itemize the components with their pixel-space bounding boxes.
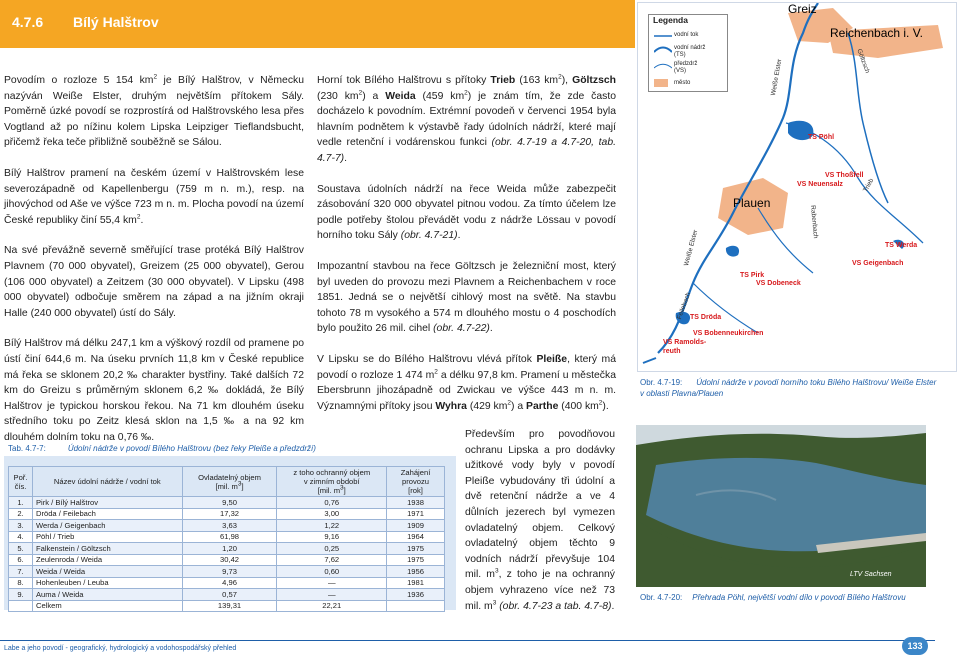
header-name: Název údolní nádrže / vodní tok xyxy=(32,467,182,497)
photo-caption-text: Přehrada Pöhl, největší vodní dílo v povodí Bílého Halštrovu xyxy=(692,593,906,602)
map-reservoir-label: VS Dobeneck xyxy=(756,280,801,287)
table-row: 3. Werda / Geigenbach 3,63 1,22 1909 xyxy=(9,520,445,532)
paragraph: Soustava údolních nádrží na řece Weida může zabezpečit zásobování 320 000 obyvatel pitnou vodou. Za tímto účelem lze podle potřeby štolou převádět vodu z nádrže Lössau v povodí horního toku Sály (obr. 4.7-21). xyxy=(317,183,616,242)
legend-item-reservoir-abbr: (TS) xyxy=(674,52,686,58)
legend-item-town: město xyxy=(674,80,691,86)
legend-title: Legenda xyxy=(653,15,688,25)
map-city-label: Plauen xyxy=(733,196,771,210)
map-river-label: Weiße Elster xyxy=(683,229,700,267)
dam-photo xyxy=(636,425,926,587)
section-title xyxy=(12,14,159,30)
paragraph: Impozantní stavbou na řece Göltzsch je železniční most, který byl uveden do provozu mezi Plavnem a Reichenbachem v roce 1851. Jedná se o největší cihlový most na světě. Na stavbu tohoto 78 m vysokého a 574 m dlouhého mostu o 4 poschodích bylo použito 26 mil. cihel (obr. 4.7-22). xyxy=(317,260,616,335)
photo-credit: LTV Sachsen xyxy=(850,571,892,578)
map-reservoir-label: TS Pöhl xyxy=(808,134,835,141)
header-flood-volume: z toho ochranný objem v zimním období [mil. m3] xyxy=(277,467,387,497)
dam-photo-graphic xyxy=(636,425,926,587)
table-caption-label: Tab. 4.7-7: xyxy=(8,444,46,453)
table-row: 4. Pöhl / Trieb 61,98 9,16 1964 xyxy=(9,531,445,543)
section-name: Bílý Halštrov xyxy=(73,14,159,30)
section-number: 4.7.6 xyxy=(12,14,44,30)
map-river-label: Trieb xyxy=(862,177,876,194)
map-city-label: Greiz xyxy=(788,2,817,16)
photo-caption xyxy=(640,592,930,603)
legend-item-reservoir: vodní nádrž xyxy=(674,45,706,51)
map-reservoir-label: VS Neuensalz xyxy=(797,181,843,188)
map-caption-text: Údolní nádrže v povodí horního toku Bílého Halštrovu/ Weiße Elster v oblasti Plavna/Plauen xyxy=(640,378,937,398)
map-caption-label: Obr. 4.7-19: xyxy=(640,378,683,387)
paragraph: V Lipsku se do Bílého Halštrovu vlévá přítok Pleiße, který má povodí o rozloze 1 474 $m^2$ a délku 97,8 km. Pramení u městečka Ebersbrunn jihozápadně od Zwickau ve výšce 443 m n. m. Významnými přítoky jsou Wyhra (429 $km^2$) a Parthe (400 $km^2$). xyxy=(317,353,616,412)
map-reservoir-label: TS Werda xyxy=(885,242,918,249)
table-row: 7. Weida / Weida 9,73 0,60 1956 xyxy=(9,566,445,578)
photo-caption-label: Obr. 4.7-20: xyxy=(640,593,683,602)
map-city-label: Reichenbach i. V. xyxy=(830,26,923,40)
header-order: Poř. čís. xyxy=(9,467,33,497)
footer-rule xyxy=(0,640,935,641)
figure-reference: (obr. 4.7-23 a tab. 4.7-8) xyxy=(499,600,612,612)
map-river-label: Rabenbach xyxy=(809,205,819,239)
paragraph: Na své převážně severně směřující trase protéká Bílý Halštrov Plavnem (70 000 obyvatel), Greizem (25 000 obyvatel), Gerou (106 000 obyvatel) a Zeitzem (30 000 obyvatel). V Lipsku (498 000 obyvatel) odbočuje směrem na západ a na jižním okraji Halle (240 000 obyvatel) ústí do Sály. xyxy=(4,245,304,319)
table-row: 2. Dröda / Feilebach 17,32 3,00 1971 xyxy=(9,508,445,520)
map-reservoir-label: VS Bobenneukirchen xyxy=(693,330,764,337)
table-row: 1. Pirk / Bílý Halštrov 9,50 0,76 1938 xyxy=(9,497,445,509)
map-reservoir-label: TS Pirk xyxy=(740,272,765,279)
legend-item-river: vodní tok xyxy=(674,32,699,38)
legend-reservoir-symbol xyxy=(654,46,672,54)
map-river-label: Feilebach xyxy=(676,291,693,321)
table-caption xyxy=(8,444,316,453)
header-volume: Ovladatelný objem [mil. m3] xyxy=(182,467,277,497)
left-text-column xyxy=(4,73,304,460)
paragraph: Povodím o rozloze 5 154 $km^2$ je Bílý Halštrov, v Německu nazýván Weiße Elster, druhým největším přítokem Sály. Poměrně úzké povodí se rozprostírá od Halštrovského lesa přes Vogtland až po nížinu kolem Lipska Leipziger Tieflandsbucht, přičemž řeka teče přibližně souběžně se Sálou. xyxy=(4,73,304,149)
table-caption-text: Údolní nádrže v povodí Bílého Halštrovu (bez řeky Pleiße a předzdrží) xyxy=(67,444,316,453)
footer-text: Labe a jeho povodí - geografický, hydrologický a vodohospodářský přehled xyxy=(4,645,237,652)
map-river-label: Weiße Elster xyxy=(770,58,784,97)
map-legend xyxy=(648,14,728,92)
river-feilebach xyxy=(693,283,758,333)
map-reservoir-label: reuth xyxy=(663,348,681,355)
table-header-row xyxy=(9,467,445,497)
table-row: 8. Hohenleuben / Leuba 4,96 — 1981 xyxy=(9,577,445,589)
map-caption xyxy=(640,377,940,399)
map-river-label: Göltzsch xyxy=(855,48,871,75)
map-reservoir-label: VS Ramolds- xyxy=(663,339,707,346)
map-reservoir-label: VS Geigenbach xyxy=(852,260,904,267)
figure-reference: (obr. 4.7-19 a 4.7-20, tab. 4.7-7) xyxy=(317,137,616,164)
table-row: 9. Auma / Weida 0,57 — 1936 xyxy=(9,589,445,601)
figure-reference: (obr. 4.7-22) xyxy=(433,323,490,335)
paragraph: Bílý Halštrov pramení na českém území v Halštrovském lese severozápadně od Kapellenbergu (759 m n. m.), resp. na jihovýchod od Aše ve výšce 723 m n. m. Plocha povodí na území České republiky činí 55,4 $km^2$. xyxy=(4,167,304,226)
legend-river-symbol xyxy=(654,33,672,39)
legend-town-symbol xyxy=(654,79,668,87)
legend-predam-symbol xyxy=(654,62,672,70)
legend-item-predam-abbr: (VS) xyxy=(674,68,686,74)
legend-item-predam: předzdrž xyxy=(674,61,698,67)
paragraph: Především pro povodňovou ochranu Lipska a pro dodávky užitkové vody byly v povodí Pleiße vybudovány tři údolní a dvě retenční nádrže a ve 4 důlních jezerech byl vymezen ovladatelný objem. Celkový ovladatelný objem těchto 9 vodních nádrží převyšuje 104 mil. $m^3$, z toho je na ochranný objem vyhrazeno více než 73 mil. $m^3$ (obr. 4.7-23 a tab. 4.7-8). xyxy=(465,429,615,612)
header-year: Zahájení provozu [rok] xyxy=(387,467,445,497)
reservoir-pirk xyxy=(726,246,739,257)
middle-text-column xyxy=(317,73,616,429)
border-mark xyxy=(643,358,656,363)
table-total-row: Celkem 139,31 22,21 xyxy=(9,600,445,612)
reservoir-table xyxy=(8,466,445,612)
map-reservoir-label: VS Thoßfell xyxy=(825,172,864,179)
table-row: 5. Falkenstein / Göltzsch 1,20 0,25 1975 xyxy=(9,543,445,555)
page-number: 133 xyxy=(902,637,928,655)
figure-reference: (obr. 4.7-21) xyxy=(400,230,458,242)
paragraph: Horní tok Bílého Halštrovu s přítoky Trieb (163 $km^2$), Göltzsch (230 $km^2$) a Weida (459 $km^2$) je znám tím, že zde často docházelo k povodním. Extrémní povodeň v červenci 1954 byla hlavním podnětem k výstavbě řady údolních nádrží, které mají vedle retenční i vodárenskou funkci (obr. 4.7-19 a 4.7-20, tab. 4.7-7). xyxy=(317,73,617,164)
map-reservoir-label: TS Dröda xyxy=(690,314,722,321)
paragraph: Bílý Halštrov má délku 247,1 km a výškový rozdíl od pramene po ústí činí 644,6 m. Na úseku prvních 11,8 km v České republice má řeka se sklonem 20,2 ‰ charakter bystřiny. Také dalších 72 km do Greizu s průměrným sklonem 6,2 ‰ dokládá, že Bílý Halštrov je typickou horskou řekou. Na 71 km dlouhém úseku středního toku po Zeitz klesá sklon na 1,5 ‰ a na 92 km dlouhém dolním toku na 0,76 ‰. xyxy=(4,338,304,443)
right-lower-text xyxy=(465,427,615,614)
table-row: 6. Zeulenroda / Weida 30,42 7,62 1975 xyxy=(9,554,445,566)
